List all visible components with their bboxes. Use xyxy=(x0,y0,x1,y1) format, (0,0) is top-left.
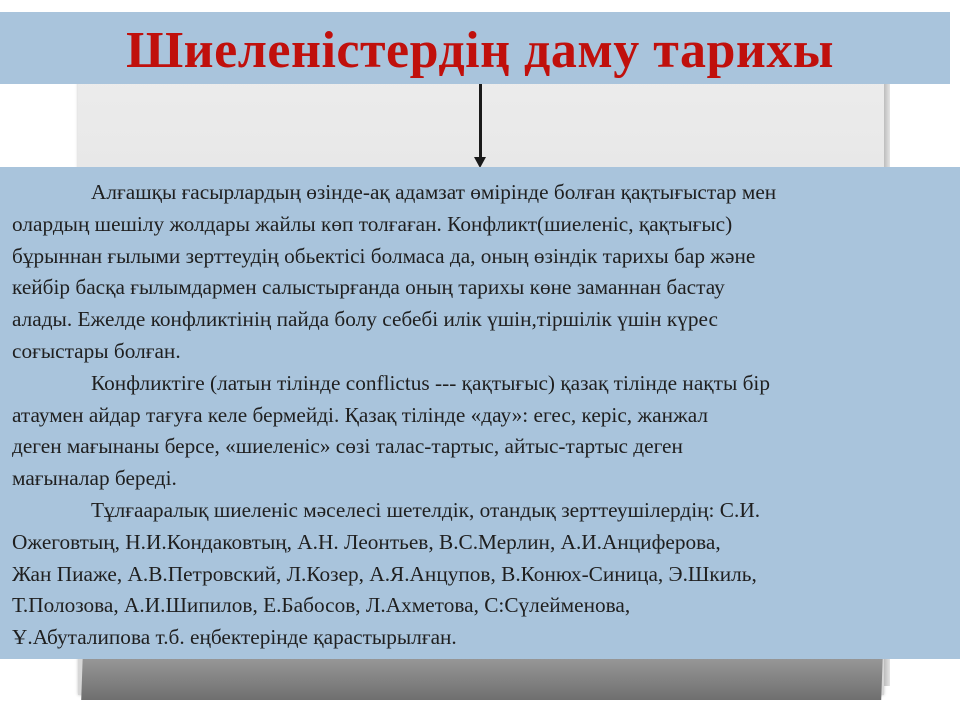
content-text-box xyxy=(0,167,960,659)
paragraph-history: Алғашқы ғасырлардың өзінде-ақ адамзат өмірінде болған қақтығыстар мен олардың шешілу жолдары жайлы көп толғаған. Конфликт(шиеленіс, қақтығыс) бұрыннан ғылыми зерттеудің обьектісі болмаса да, оның өзіндік тарихы бар және кейбір басқа ғылымдармен салыстырғанда оның тарихы көне заманнан бастау алады. Ежелде конфликтінің пайда болу себебі илік үшін,тіршілік үшін күрес соғыстары болған. xyxy=(12,180,777,363)
arrow-down-icon xyxy=(479,84,482,160)
paragraph-terminology: Конфликтіге (латын тілінде conflictus --- қақтығыс) қазақ тілінде нақты бір атаумен айдар тағуға келе бермейді. Қазақ тілінде «дау»: егес, керіс, жанжал деген мағынаны берсе, «шиеленіс» сөзі талас-тартыс, айтыс-тартыс деген мағыналар береді. xyxy=(12,370,770,491)
paper-bottom-shadow xyxy=(81,655,883,700)
slide-title: Шиеленістердің даму тарихы xyxy=(126,22,834,79)
paragraph-researchers: Тұлғааралық шиеленіс мәселесі шетелдік, отандық зерттеушілердің: С.И. Ожеговтың, Н.И.Кондаковтың, А.Н. Леонтьев, В.С.Мерлин, А.И.Анциферова, Жан Пиаже, А.В.Петровский, Л.Козер, А.Я.Анцупов, В.Конюх-Синица, Э.Шкиль, Т.Полозова, А.И.Шипилов, Е.Бабосов, Л.Ахметова, С:Сүлейменова, Ұ.Абуталипова т.б. еңбектерінде қарастырылған. xyxy=(12,497,761,650)
